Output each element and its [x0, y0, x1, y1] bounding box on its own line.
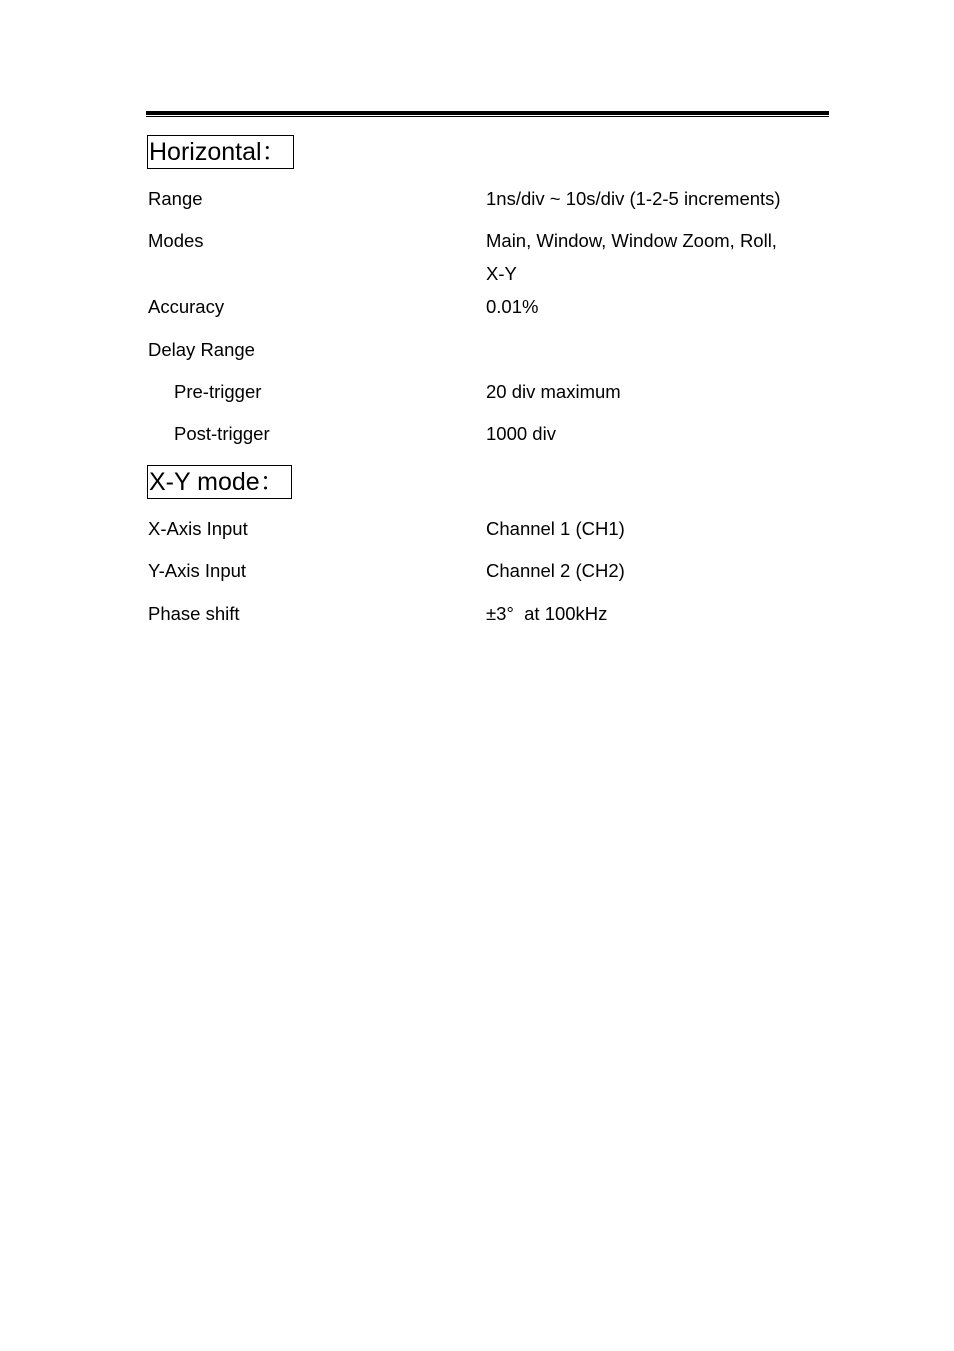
spec-value-x-axis-input: Channel 1 (CH1) — [486, 518, 625, 539]
spec-value-modes: Main, Window, Window Zoom, Roll, — [486, 230, 777, 251]
spec-label-range: Range — [148, 188, 203, 209]
spec-label-accuracy: Accuracy — [148, 296, 225, 317]
spec-label-post-trigger: Post-trigger — [174, 423, 270, 444]
spec-label-delay-range: Delay Range — [148, 339, 255, 360]
spec-label-phase-shift: Phase shift — [148, 603, 240, 624]
spec-value-post-trigger: 1000 div — [486, 423, 556, 444]
spec-value-modes-line2: X-Y — [486, 263, 517, 284]
spec-value-phase-shift: ±3° at 100kHz — [486, 603, 608, 624]
spec-label-y-axis-input: Y-Axis Input — [148, 560, 247, 581]
spec-label-pre-trigger: Pre-trigger — [174, 381, 262, 402]
spec-value-accuracy: 0.01% — [486, 296, 539, 317]
spec-label-modes: Modes — [148, 230, 204, 251]
header-rule-thin — [146, 116, 829, 117]
spec-value-y-axis-input: Channel 2 (CH2) — [486, 560, 625, 581]
spec-label-x-axis-input: X-Axis Input — [148, 518, 248, 539]
section-title-horizontal: Horizontal： — [147, 135, 294, 169]
section-title-xy-mode: X-Y mode： — [147, 465, 292, 499]
spec-value-range: 1ns/div ~ 10s/div (1-2-5 increments) — [486, 188, 781, 209]
spec-value-pre-trigger: 20 div maximum — [486, 381, 621, 402]
header-rule-thick — [146, 111, 829, 115]
